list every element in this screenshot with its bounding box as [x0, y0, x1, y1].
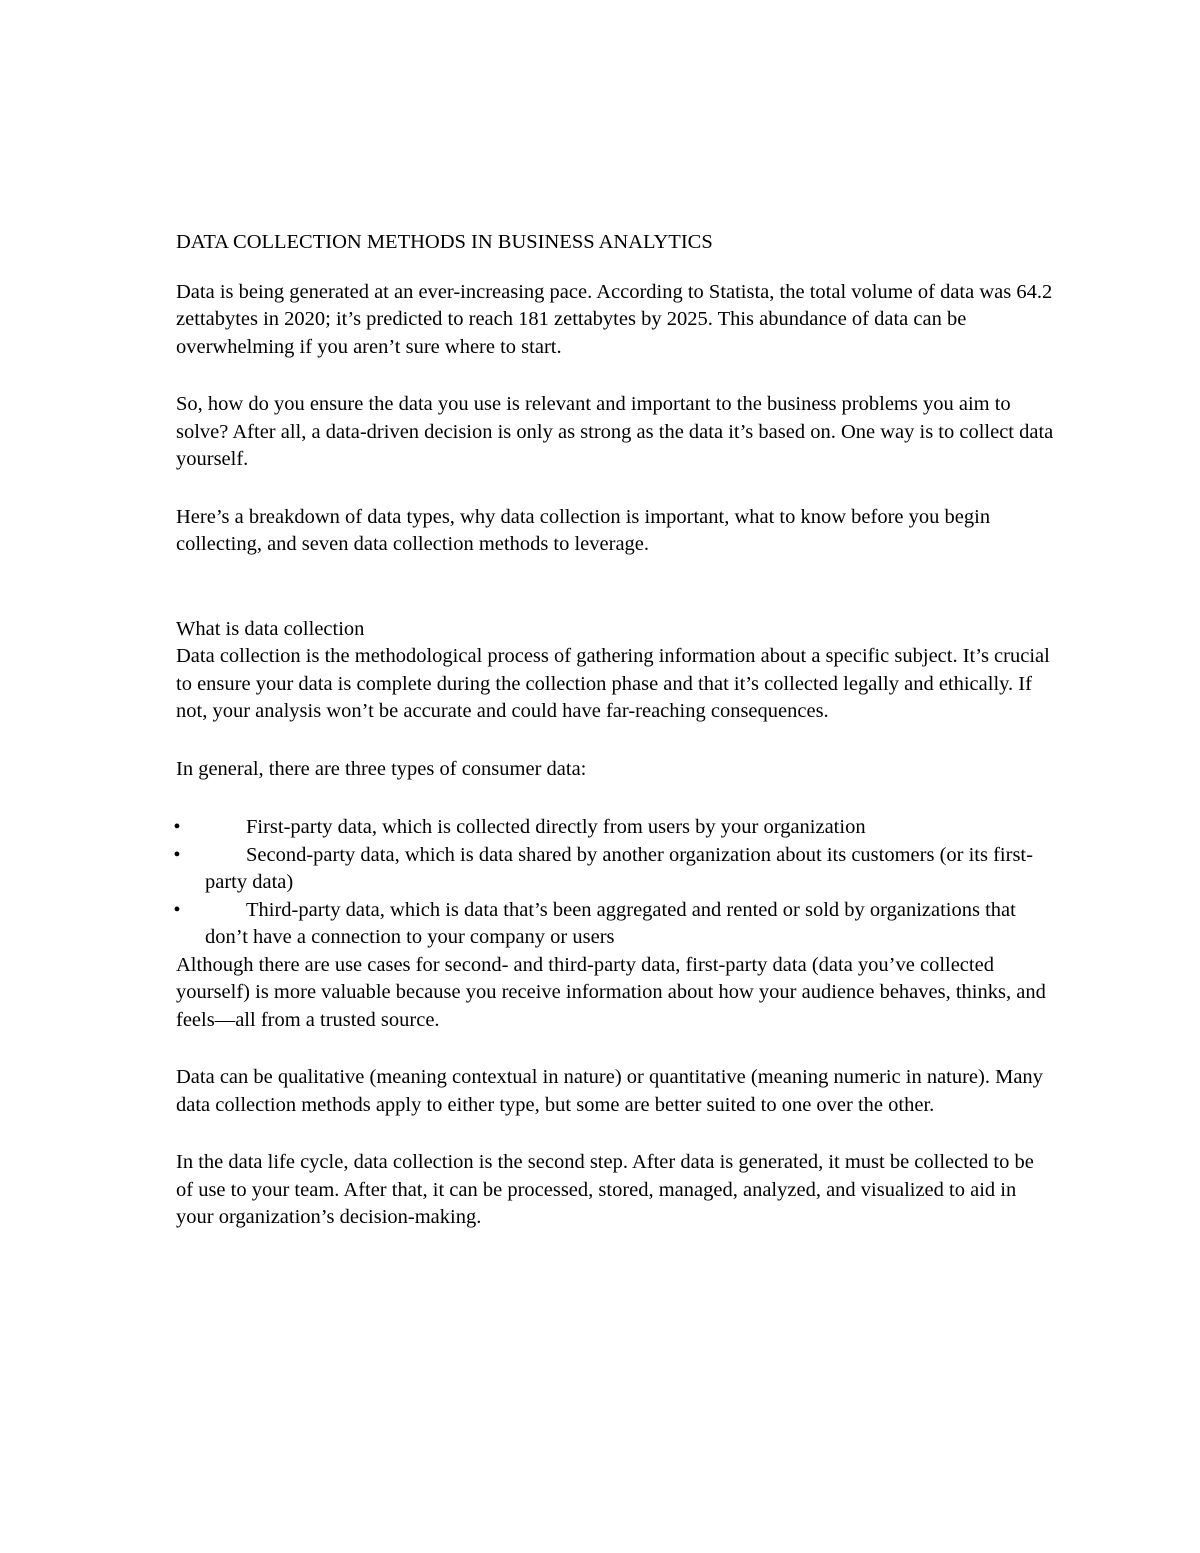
question-paragraph: So, how do you ensure the data you use is relevant and important to the business problems you aim to solve? After all, a data-driven decision is only as strong as the data it’s based on. One way is to collect data yourself. [176, 393, 1054, 470]
list-item-text: Third-party data, which is data that’s been aggregated and rented or sold by organizations that don’t have a connection to your company or users [205, 898, 1016, 948]
bullet-icon: • [173, 898, 181, 921]
list-item [173, 814, 1056, 842]
qualitative-paragraph: Data can be qualitative (meaning contextual in nature) or quantitative (meaning numeric in nature). Many data collection methods apply to either type, but some are better suited to one over the other. [176, 1066, 1043, 1116]
document-page [173, 229, 1056, 1232]
document-title: DATA COLLECTION METHODS IN BUSINESS ANALYTICS [176, 231, 713, 253]
list-item [173, 897, 1056, 952]
breakdown-paragraph: Here’s a breakdown of data types, why data collection is important, what to know before you begin collecting, and seven data collection methods to leverage. [176, 505, 991, 555]
intro-paragraph: Data is being generated at an ever-increasing pace. According to Statista, the total volume of data was 64.2 zettabytes in 2020; it’s predicted to reach 181 zettabytes by 2025. This abundance of data can be overwhelming if you aren’t sure where to start. [176, 280, 1053, 358]
types-intro: In general, there are three types of consumer data: [176, 757, 587, 780]
list-item-text: First-party data, which is collected directly from users by your organization [246, 816, 866, 838]
data-types-list [173, 814, 1056, 952]
definition-paragraph: Data collection is the methodological process of gathering information about a specific subject. It’s crucial to ensure your data is complete during the collection phase and that it’s collected legally and ethically. If not, your analysis won’t be accurate and could have far-reaching consequences. [176, 645, 1050, 722]
first-party-value-paragraph: Although there are use cases for second- and third-party data, first-party data (data you’ve collected yourself) is more valuable because you receive information about how your audience behaves, thinks, and feels—all from a trusted source. [176, 953, 1046, 1031]
section-heading: What is data collection [176, 617, 365, 640]
list-item-text: Second-party data, which is data shared by another organization about its customers (or its first-party data) [205, 843, 1033, 893]
bullet-icon: • [173, 816, 181, 838]
list-item [173, 842, 1056, 897]
bullet-icon: • [173, 843, 181, 866]
lifecycle-paragraph: In the data life cycle, data collection is the second step. After data is generated, it must be collected to be of use to your team. After that, it can be processed, stored, managed, analyzed, and visualized to aid in your organization’s decision-making. [176, 1151, 1034, 1228]
